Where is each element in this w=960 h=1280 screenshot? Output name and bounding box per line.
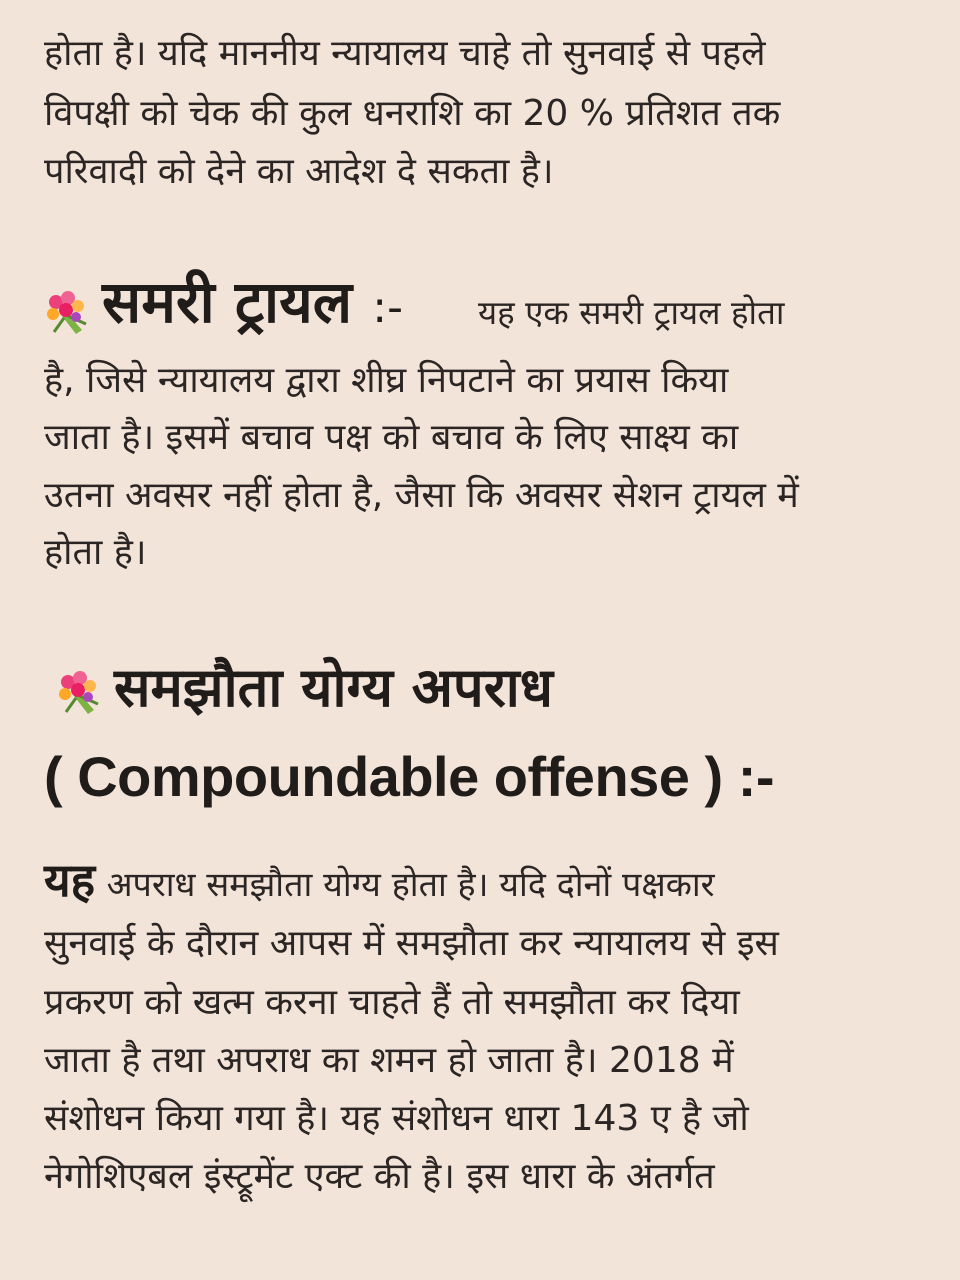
summary-trial-first-line: यह एक समरी ट्रायल होता (478, 293, 785, 332)
summary-trial-separator: :- (372, 282, 403, 333)
compoundable-heading-line1: समझौता योग्य अपराध (114, 656, 553, 719)
compoundable-line: जाता है तथा अपराध का शमन हो जाता है। 2018 में (44, 1040, 734, 1081)
bouquet-icon (54, 668, 104, 718)
compoundable-first-line (44, 845, 715, 920)
intro-line: होता है। यदि माननीय न्यायालय चाहे तो सुनवाई से पहले (44, 33, 766, 74)
compoundable-first-word: यह (44, 853, 96, 907)
compoundable-line: प्रकरण को खत्म करना चाहते हैं तो समझौता कर दिया (44, 982, 740, 1023)
bouquet-icon (42, 288, 92, 338)
compoundable-line: नेगोशिएबल इंस्ट्रूमेंट एक्ट की है। इस धारा के अंतर्गत (44, 1156, 715, 1197)
summary-trial-heading (102, 262, 403, 348)
summary-trial-line: उतना अवसर नहीं होता है, जैसा कि अवसर सेशन ट्रायल में (44, 475, 799, 516)
summary-trial-title: समरी ट्रायल (102, 268, 353, 336)
summary-trial-line: जाता है। इसमें बचाव पक्ष को बचाव के लिए साक्ष्य का (44, 417, 739, 458)
intro-line: परिवादी को देने का आदेश दे सकता है। (44, 151, 554, 192)
compoundable-line: सुनवाई के दौरान आपस में समझौता कर न्यायालय से इस (44, 923, 779, 964)
intro-line: विपक्षी को चेक की कुल धनराशि का 20 % प्रतिशत तक (44, 93, 781, 134)
compoundable-line: संशोधन किया गया है। यह संशोधन धारा 143 ए है जो (44, 1098, 749, 1139)
summary-trial-line: है, जिसे न्यायालय द्वारा शीघ्र निपटाने का प्रयास किया (44, 360, 729, 401)
compoundable-heading-line2: ( Compoundable offense ) :- (44, 745, 775, 808)
compoundable-first-line-rest: अपराध समझौता योग्य होता है। यदि दोनों पक्षकार (106, 865, 715, 905)
summary-trial-line: होता है। (44, 532, 147, 573)
